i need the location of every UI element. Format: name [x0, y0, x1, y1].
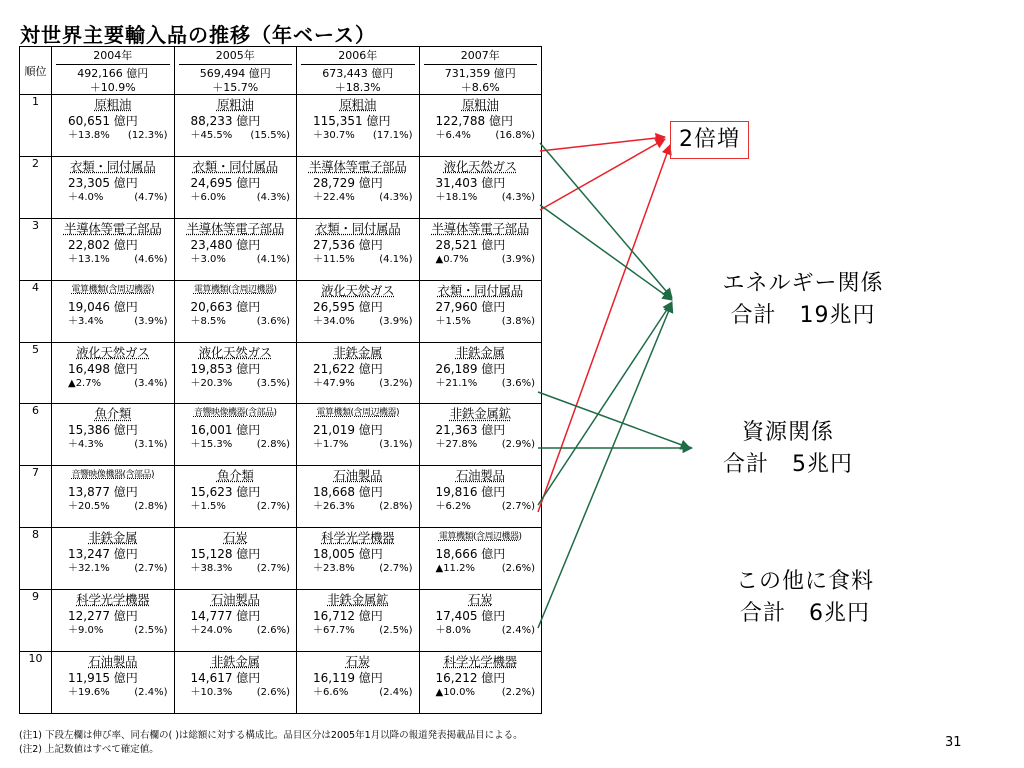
- item-name: 衣類・同付属品: [192, 158, 278, 174]
- item-share: (4.3%): [501, 191, 535, 203]
- footnote-1: (注1) 下段左欄は伸び率、同右欄の( )は総額に対する構成比。品目区分は2005年1月以降の報道発表掲載品目による。: [19, 730, 523, 741]
- item-growth: ▲10.0%: [435, 687, 475, 699]
- rank-cell: 10: [20, 652, 52, 714]
- item-name: 音響映像機器(含部品): [193, 408, 277, 419]
- item-name: 液化天然ガス: [198, 344, 272, 360]
- item-growth: ▲2.7%: [68, 377, 102, 389]
- item-growth: ＋6.4%: [435, 130, 471, 141]
- item-name: 非鉄金属鉱: [449, 406, 511, 422]
- item-value: 88,233 億円: [190, 114, 261, 128]
- item-share: (2.2%): [501, 687, 535, 699]
- item-name: 石油製品: [455, 468, 505, 484]
- item-share: (4.3%): [379, 191, 413, 203]
- item-growth: ＋27.8%: [435, 439, 478, 451]
- item-share: (2.6%): [256, 687, 290, 699]
- item-share: (4.1%): [379, 253, 413, 265]
- item-share: (15.5%): [250, 130, 290, 141]
- item-value: 23,480 億円: [190, 237, 261, 252]
- rank-cell: 2: [20, 156, 52, 218]
- item-growth: ＋6.0%: [190, 191, 226, 203]
- item-value: 14,777 億円: [190, 609, 261, 624]
- item-value: 15,623 億円: [190, 485, 261, 500]
- item-value: 22,802 億円: [68, 237, 138, 252]
- item-value: 13,247 億円: [68, 547, 138, 562]
- rank-cell: 5: [20, 342, 52, 404]
- item-share: (2.7%): [256, 563, 290, 575]
- item-name: 石油製品: [88, 654, 138, 670]
- item-growth: ＋15.3%: [190, 439, 233, 451]
- callout-resources-total: 合計 5兆円: [723, 452, 853, 477]
- item-growth: ＋1.5%: [190, 501, 226, 513]
- item-name: 電算機類(含周辺機器): [438, 532, 522, 543]
- item-growth: ＋11.5%: [313, 253, 355, 265]
- item-share: (3.9%): [501, 253, 535, 265]
- item-name: 半導体等電子部品: [186, 220, 285, 236]
- rank-cell: 4: [20, 280, 52, 342]
- item-name: 石炭: [223, 530, 248, 546]
- item-value: 122,788 億円: [435, 114, 513, 128]
- item-name: 半導体等電子部品: [63, 220, 162, 236]
- item-name: 電算機類(含周辺機器): [193, 284, 277, 295]
- item-name: 液化天然ガス: [321, 282, 395, 298]
- item-value: 21,019 億円: [313, 423, 383, 438]
- slide-title: 対世界主要輸入品の推移（年ベース）: [20, 23, 376, 47]
- item-value: 16,498 億円: [68, 361, 138, 376]
- item-name: 半導体等電子部品: [308, 158, 407, 174]
- item-growth: ＋6.2%: [435, 501, 471, 513]
- item-growth: ＋4.0%: [68, 191, 104, 203]
- item-name: 非鉄金属鉱: [327, 592, 389, 608]
- item-share: (3.1%): [379, 439, 413, 451]
- item-share: (2.7%): [256, 501, 290, 513]
- callout-energy-total: 合計 19兆円: [730, 303, 876, 328]
- item-share: (3.4%): [134, 377, 168, 389]
- item-share: (4.1%): [256, 253, 290, 265]
- year-label: 2005年: [179, 47, 293, 65]
- item-share: (3.6%): [501, 377, 535, 389]
- item-value: 16,001 億円: [190, 423, 261, 438]
- item-growth: ＋23.8%: [313, 563, 355, 575]
- item-growth: ＋13.1%: [68, 253, 110, 265]
- item-name: 電算機類(含周辺機器): [71, 284, 155, 295]
- item-share: (3.5%): [256, 377, 290, 389]
- rank-cell: 8: [20, 528, 52, 590]
- item-growth: ＋19.6%: [68, 687, 110, 699]
- item-name: 液化天然ガス: [443, 158, 517, 174]
- item-value: 60,651 億円: [68, 114, 138, 128]
- callout-resources: [688, 417, 888, 481]
- year-growth: ＋18.3%: [334, 81, 381, 94]
- rank-cell: 1: [20, 95, 52, 157]
- callout-food-title: この他に食料: [735, 569, 874, 594]
- item-growth: ＋26.3%: [313, 501, 355, 513]
- item-share: (2.4%): [134, 687, 168, 699]
- item-name: 衣類・同付属品: [315, 220, 401, 236]
- item-name: 原粗油: [339, 97, 377, 112]
- item-value: 31,403 億円: [435, 175, 506, 190]
- year-total: 492,166 億円: [77, 67, 149, 80]
- callout-energy: [688, 268, 918, 332]
- item-share: (2.7%): [379, 563, 413, 575]
- callout-food: [700, 566, 910, 630]
- callout-food-total: 合計 6兆円: [740, 601, 870, 626]
- item-value: 115,351 億円: [313, 114, 391, 128]
- arrow-crude-to-energy: [540, 143, 672, 298]
- item-name: 石炭: [345, 654, 370, 670]
- item-growth: ＋22.4%: [313, 191, 355, 203]
- item-growth: ＋1.5%: [435, 315, 471, 327]
- item-share: (2.5%): [379, 625, 413, 637]
- item-growth: ＋45.5%: [190, 130, 233, 141]
- item-share: (2.4%): [501, 625, 535, 637]
- item-name: 科学光学機器: [443, 654, 517, 670]
- item-name: 石油製品: [333, 468, 383, 484]
- year-growth: ＋8.6%: [460, 81, 500, 94]
- item-share: (4.6%): [134, 253, 168, 265]
- item-share: (2.7%): [134, 563, 168, 575]
- item-value: 23,305 億円: [68, 175, 138, 190]
- item-growth: ＋3.0%: [190, 253, 226, 265]
- item-value: 28,521 億円: [435, 237, 506, 252]
- item-growth: ＋34.0%: [313, 315, 355, 327]
- item-value: 18,666 億円: [435, 547, 506, 562]
- item-name: 科学光学機器: [76, 592, 150, 608]
- rank-cell: 6: [20, 404, 52, 466]
- item-growth: ＋30.7%: [313, 130, 355, 141]
- item-value: 16,712 億円: [313, 609, 383, 624]
- item-growth: ＋10.3%: [190, 687, 233, 699]
- item-growth: ＋4.3%: [68, 439, 104, 451]
- rank-cell: 9: [20, 590, 52, 652]
- item-growth: ＋47.9%: [313, 377, 355, 389]
- item-share: (2.5%): [134, 625, 168, 637]
- arrow-lng-to-energy: [540, 205, 672, 300]
- item-name: 電算機類(含周辺機器): [316, 408, 400, 419]
- item-share: (2.7%): [501, 501, 535, 513]
- item-growth: ＋9.0%: [68, 625, 104, 637]
- item-value: 27,536 億円: [313, 237, 383, 252]
- rank-cell: 7: [20, 466, 52, 528]
- item-value: 27,960 億円: [435, 299, 506, 314]
- year-growth: ＋10.9%: [89, 81, 136, 94]
- page-number: 31: [945, 735, 962, 750]
- arrow-coal-to-energy: [538, 303, 672, 628]
- item-value: 20,663 億円: [190, 299, 261, 314]
- year-label: 2007年: [424, 47, 538, 65]
- item-growth: ＋67.7%: [313, 625, 355, 637]
- item-name: 魚介類: [94, 406, 132, 422]
- item-share: (3.2%): [379, 377, 413, 389]
- year-label: 2006年: [301, 47, 415, 65]
- year-growth: ＋15.7%: [212, 81, 259, 94]
- item-name: 石油製品: [210, 592, 260, 608]
- item-name: 液化天然ガス: [76, 344, 150, 360]
- item-growth: ＋3.4%: [68, 315, 104, 327]
- item-name: 原粗油: [461, 97, 499, 112]
- item-value: 15,128 億円: [190, 547, 261, 562]
- arrow-petroleum-to-energy: [538, 302, 672, 505]
- item-share: (16.8%): [495, 130, 535, 141]
- item-value: 19,816 億円: [435, 485, 506, 500]
- item-value: 26,189 億円: [435, 361, 506, 376]
- item-value: 17,405 億円: [435, 609, 506, 624]
- callout-energy-title: エネルギー関係: [722, 271, 884, 296]
- item-share: (3.9%): [379, 315, 413, 327]
- item-growth: ▲0.7%: [435, 253, 469, 265]
- item-share: (2.8%): [134, 501, 168, 513]
- item-growth: ＋21.1%: [435, 377, 478, 389]
- item-name: 石炭: [468, 592, 493, 608]
- item-name: 非鉄金属: [88, 530, 138, 546]
- item-growth: ＋24.0%: [190, 625, 233, 637]
- item-share: (3.6%): [256, 315, 290, 327]
- item-name: 衣類・同付属品: [70, 158, 156, 174]
- rank-header: 順位: [20, 47, 52, 95]
- item-name: 半導体等電子部品: [431, 220, 530, 236]
- item-value: 26,595 億円: [313, 299, 383, 314]
- item-share: (2.6%): [256, 625, 290, 637]
- item-share: (3.1%): [134, 439, 168, 451]
- item-share: (3.8%): [501, 315, 535, 327]
- item-name: 衣類・同付属品: [437, 282, 523, 298]
- item-value: 21,363 億円: [435, 423, 506, 438]
- item-value: 18,668 億円: [313, 485, 383, 500]
- item-share: (2.9%): [501, 439, 535, 451]
- item-value: 19,046 億円: [68, 299, 138, 314]
- item-value: 16,212 億円: [435, 671, 506, 686]
- item-name: 科学光学機器: [321, 530, 395, 546]
- year-total: 731,359 億円: [444, 67, 516, 80]
- year-label: 2004年: [56, 47, 170, 65]
- item-share: (17.1%): [372, 130, 413, 141]
- rank-cell: 3: [20, 218, 52, 280]
- footnote-2: (注2) 上記数値はすべて確定値。: [19, 744, 159, 755]
- item-value: 14,617 億円: [190, 671, 261, 686]
- item-growth: ▲11.2%: [435, 563, 475, 575]
- item-value: 28,729 億円: [313, 175, 383, 190]
- arrow-nonferrous-to-resources: [538, 392, 690, 448]
- item-growth: ＋1.7%: [313, 439, 349, 451]
- item-value: 15,386 億円: [68, 423, 138, 438]
- item-growth: ＋8.0%: [435, 625, 471, 637]
- item-share: (3.9%): [134, 315, 168, 327]
- item-value: 13,877 億円: [68, 485, 138, 500]
- item-name: 原粗油: [216, 97, 254, 112]
- item-value: 12,277 億円: [68, 609, 138, 624]
- item-growth: ＋20.3%: [190, 377, 233, 389]
- item-growth: ＋20.5%: [68, 501, 110, 513]
- item-share: (2.4%): [379, 687, 413, 699]
- item-value: 19,853 億円: [190, 361, 261, 376]
- item-share: (2.8%): [256, 439, 290, 451]
- item-name: 非鉄金属: [333, 344, 383, 360]
- item-growth: ＋13.8%: [68, 130, 110, 141]
- item-share: (4.3%): [256, 191, 290, 203]
- item-growth: ＋6.6%: [313, 687, 349, 699]
- item-name: 原粗油: [94, 97, 132, 112]
- item-share: (2.8%): [379, 501, 413, 513]
- callout-double-increase: 2倍増: [670, 121, 749, 159]
- item-growth: ＋8.5%: [190, 315, 226, 327]
- item-growth: ＋38.3%: [190, 563, 233, 575]
- item-name: 魚介類: [216, 468, 254, 484]
- year-total: 673,443 億円: [322, 67, 394, 80]
- item-value: 21,622 億円: [313, 361, 383, 376]
- item-value: 11,915 億円: [68, 671, 138, 686]
- item-growth: ＋32.1%: [68, 563, 110, 575]
- item-name: 音響映像機器(含部品): [71, 470, 155, 481]
- callout-resources-title: 資源関係: [741, 420, 834, 445]
- item-name: 非鉄金属: [455, 344, 505, 360]
- item-name: 非鉄金属: [210, 654, 260, 670]
- item-value: 16,119 億円: [313, 671, 383, 686]
- item-share: (4.7%): [134, 191, 168, 203]
- item-growth: ＋18.1%: [435, 191, 478, 203]
- item-value: 24,695 億円: [190, 175, 261, 190]
- item-share: (12.3%): [127, 130, 168, 141]
- year-total: 569,494 億円: [199, 67, 271, 80]
- item-share: (2.6%): [501, 563, 535, 575]
- item-value: 18,005 億円: [313, 547, 383, 562]
